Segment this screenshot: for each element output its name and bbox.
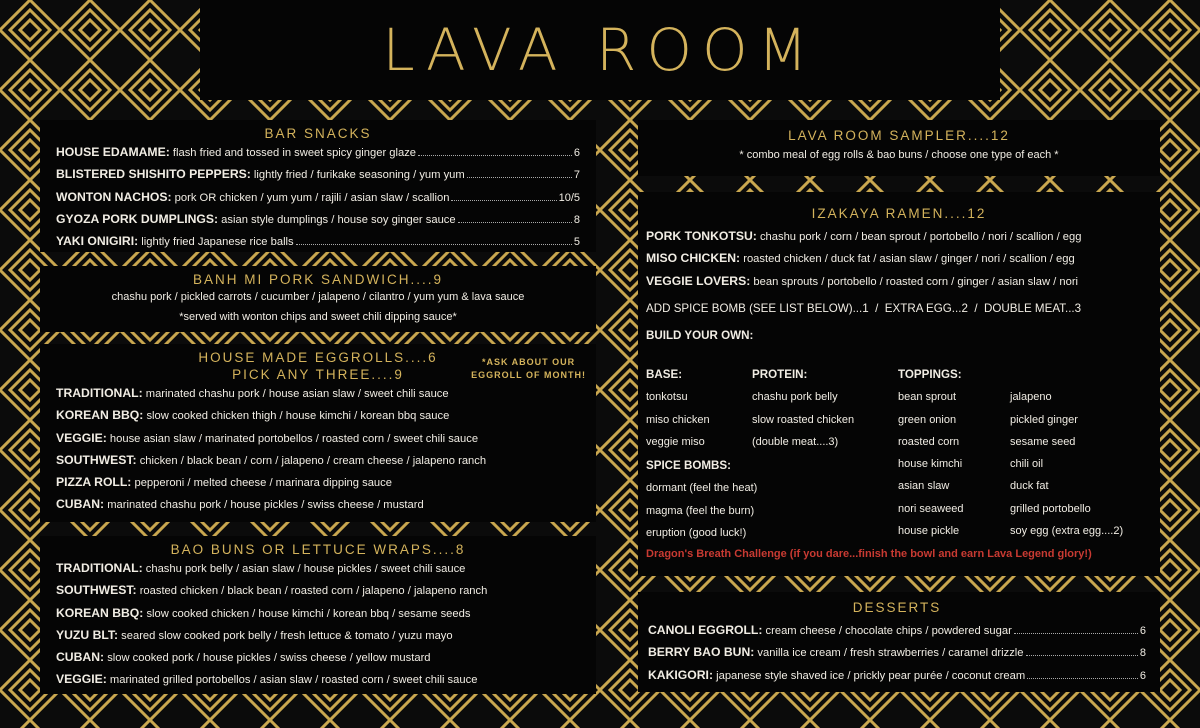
menu-item: CUBAN: marinated chashu pork / house pickles / swiss cheese / mustard <box>56 497 424 512</box>
menu-item: VEGGIE: house asian slaw / marinated portobellos / roasted corn / sweet chili sauce <box>56 430 479 445</box>
banh-mi-description: chashu pork / pickled carrots / cucumber / jalapeno / cilantro / yum yum & lava sauce <box>111 291 525 303</box>
menu-item: KAKIGORI: japanese style shaved ice / prickly pear purée / coconut cream 6 <box>648 667 1146 682</box>
bar-snacks-panel <box>40 120 596 252</box>
banh-mi-note: *served with wonton chips and sweet chili dipping sauce* <box>179 311 457 323</box>
menu-item: SOUTHWEST: chicken / black bean / corn / jalapeno / cream cheese / jalapeno ranch <box>56 452 487 467</box>
menu-item: YAKI ONIGIRI: lightly fried Japanese rice balls 5 <box>56 234 580 249</box>
bao-heading: BAO BUNS OR LETTUCE WRAPS....8 <box>170 542 466 557</box>
ramen-heading: IZAKAYA RAMEN....12 <box>811 206 987 221</box>
menu-item: YUZU BLT: seared slow cooked pork belly / fresh lettuce & tomato / yuzu mayo <box>56 627 453 642</box>
menu-item: PIZZA ROLL: pepperoni / melted cheese / marinara dipping sauce <box>56 475 392 490</box>
menu-item: WONTON NACHOS: pork OR chicken / yum yum / rajili / asian slaw / scallion 10/5 <box>56 189 580 204</box>
menu-item: VEGGIE: marinated grilled portobellos / asian slaw / roasted corn / sweet chili sauce <box>56 672 478 687</box>
bao-panel <box>40 536 596 694</box>
eggrolls-panel <box>40 344 596 522</box>
menu-item: HOUSE EDAMAME: flash fried and tossed in sweet spicy ginger glaze 6 <box>56 145 580 159</box>
banh-mi-panel <box>40 266 596 332</box>
toppings-column-1: TOPPINGS: bean sprout green onion roasted corn house kimchi asian slaw nori seaweed house pickle <box>898 368 964 538</box>
base-column: BASE: tonkotsu miso chicken veggie miso SPICE BOMBS: dormant (feel the heat) magma (feel the burn) eruption (good luck!) <box>646 368 758 540</box>
restaurant-title: LAVA ROOM <box>382 16 818 84</box>
menu-item: BERRY BAO BUN: vanilla ice cream / fresh strawberries / caramel drizzle 8 <box>648 645 1146 660</box>
sampler-panel <box>638 120 1160 176</box>
eggrolls-heading: HOUSE MADE EGGROLLS....6 <box>198 350 438 365</box>
ramen-panel <box>638 192 1160 576</box>
ramen-addons: ADD SPICE BOMB (SEE LIST BELOW)...1 / EXTRA EGG...2 / DOUBLE MEAT...3 <box>646 301 1082 315</box>
menu-item: KOREAN BBQ: slow cooked chicken thigh / house kimchi / korean bbq sauce <box>56 408 450 423</box>
build-your-own-columns <box>646 364 1152 544</box>
protein-column: PROTEIN: chashu pork belly slow roasted chicken (double meat....3) <box>752 368 855 448</box>
desserts-panel <box>638 592 1160 692</box>
menu-item: MISO CHICKEN: roasted chicken / duck fat / asian slaw / ginger / nori / scallion / egg <box>646 251 1075 266</box>
dragons-breath-challenge: Dragon's Breath Challenge (if you dare...finish the bowl and earn Lava Legend glory!) <box>646 548 1092 560</box>
bar-snacks-heading: BAR SNACKS <box>264 126 372 141</box>
title-panel <box>200 0 1000 100</box>
desserts-heading: DESSERTS <box>852 600 942 615</box>
menu-item: TRADITIONAL: chashu pork belly / asian slaw / house pickles / sweet chili sauce <box>56 561 466 575</box>
sampler-description: * combo meal of egg rolls & bao buns / choose one type of each * <box>739 149 1059 161</box>
eggrolls-subheading: PICK ANY THREE....9 <box>232 367 404 382</box>
menu-item: CANOLI EGGROLL: cream cheese / chocolate chips / powdered sugar 6 <box>648 623 1146 637</box>
menu-item: PORK TONKOTSU: chashu pork / corn / bean sprout / portobello / nori / scallion / egg <box>646 229 1082 243</box>
menu-item: BLISTERED SHISHITO PEPPERS: lightly fried / furikake seasoning / yum yum 7 <box>56 167 580 182</box>
sampler-heading: LAVA ROOM SAMPLER....12 <box>788 128 1010 143</box>
build-your-own-heading: BUILD YOUR OWN: <box>646 328 754 342</box>
menu-item: GYOZA PORK DUMPLINGS: asian style dumplings / house soy ginger sauce 8 <box>56 211 580 226</box>
banh-mi-heading: BANH MI PORK SANDWICH....9 <box>192 272 444 287</box>
menu-item: KOREAN BBQ: slow cooked chicken / house kimchi / korean bbq / sesame seeds <box>56 605 471 620</box>
menu-item: CUBAN: slow cooked pork / house pickles / swiss cheese / yellow mustard <box>56 650 431 665</box>
eggroll-of-month-note: *ASK ABOUT OUR EGGROLL OF MONTH! <box>471 357 586 380</box>
toppings-column-2: jalapeno pickled ginger sesame seed chili oil duck fat grilled portobello soy egg (extra egg....2) <box>1010 391 1124 538</box>
menu-item: SOUTHWEST: roasted chicken / black bean / roasted corn / jalapeno / jalapeno ranch <box>56 583 488 598</box>
menu-item: TRADITIONAL: marinated chashu pork / house asian slaw / sweet chili sauce <box>56 386 449 400</box>
menu-item: VEGGIE LOVERS: bean sprouts / portobello / roasted corn / ginger / asian slaw / nori <box>646 273 1079 288</box>
